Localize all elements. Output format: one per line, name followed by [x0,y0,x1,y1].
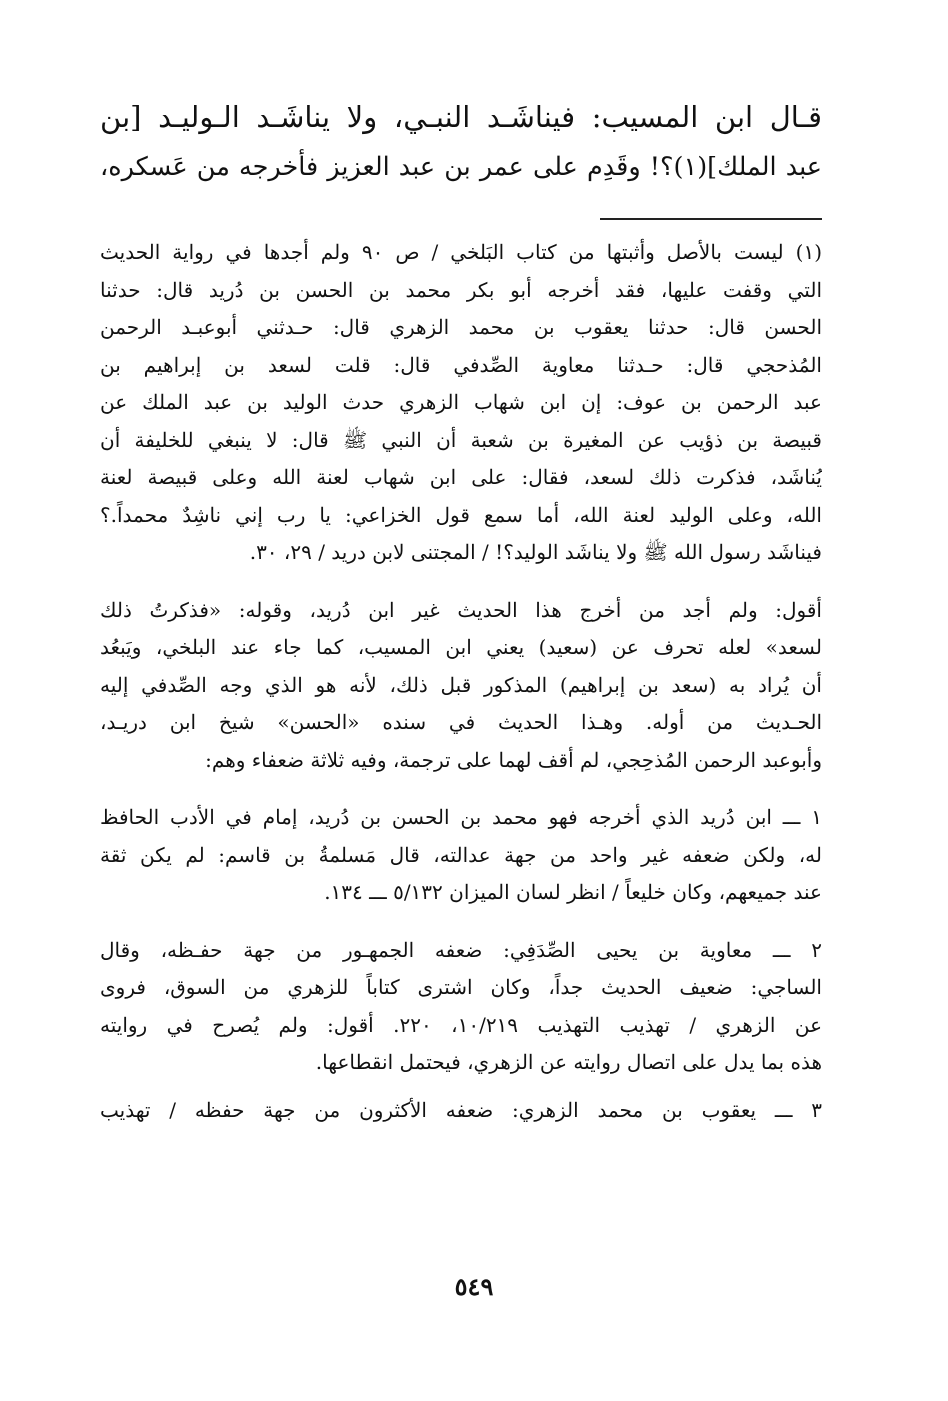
main-text-line: قـال ابن المسيب: فيناشَـد النبـي، ولا يناشَـد الـوليـد [بن [100,100,822,134]
item-line: ٣ ـــ يعقوب بن محمد الزهري: ضعفه الأكثرون من جهة حفظه / تهذيب [100,1097,822,1122]
comment-line: أن يُراد به (سعد بن إبراهيم) المذكور قبل ذلك، لأنه هو الذي وجه الصِّدفي إليه [100,672,822,697]
footnote-1 [100,234,822,572]
weak-narrator-2 [100,932,822,1082]
item-line: هذه بما يدل على اتصال روايته عن الزهري، فيحتمل انقطاعها. [315,1050,822,1074]
item-line: عن الزهري / تهذيب التهذيب ١٠/٢١٩، ٢٢٠. أقول: ولم يُصرح في روايته [100,1012,822,1037]
comment-line: أقول: ولم أجد من أخرج هذا الحديث غير ابن دُريد، وقوله: «فذكرتُ ذلك [100,597,822,622]
footnote-line: التي وقفت عليها، فقد أخرجه أبو بكر محمد بن الحسن بن دُريد قال: حدثنا [100,277,822,302]
item-line: له، ولكن ضعفه غير واحد من جهة عدالته، قال مَسلمةُ بن قاسم: لم يكن ثقة [100,842,822,867]
weak-narrator-3 [100,1092,822,1130]
item-line: عند جميعهم، وكان خليعاً / انظر لسان الميزان ٥/١٣٢ ـــ ١٣٤. [324,880,822,904]
main-text-line: عبد الملك](١)؟! وقَدِم على عمر بن عبد العزيز فأخرجه من عَسكره، [100,152,822,182]
page-content [100,92,822,1129]
footnote-line: قبيصة بن ذؤيب عن المغيرة بن شعبة أن النبي ﷺ قال: لا ينبغي للخليفة أن [100,427,822,452]
editor-comment [100,592,822,780]
footnote-line: فيناشَد رسول الله ﷺ ولا يناشَد الوليد؟! / المجتنى لابن دريد / ٢٩، ٣٠. [249,540,822,564]
footnote-line: الحسن قال: حدثنا يعقوب بن محمد الزهري قال: حـدثني أبوعبـد الرحمن [100,315,822,339]
comment-line: الحـديث من أوله. وهـذا الحديث في سنده «الحسن» شيخ ابن دريـد، [100,710,822,734]
item-line: ٢ ـــ معاوية بن يحيى الصِّدَفِي: ضعفه الجمهـور من جهة حفـظه، وقال [100,937,822,962]
item-line: الساجي: ضعيف الحديث جداً، وكان اشترى كتاباً للزهري من السوق، فروى [100,975,822,999]
footnote-separator [600,218,822,220]
main-text [100,92,822,192]
footnote-line: عبد الرحمن بن عوف: إن ابن شهاب الزهري حدث الوليد بن عبد الملك عن [100,390,822,414]
page-number: ٥٤٩ [454,1272,494,1301]
footnote-line: الله، وعلى الوليد لعنة الله، أما سمع قول الخزاعي: يا رب إني ناشِدٌ محمداً.؟ [100,502,822,527]
item-line: ١ ـــ ابن دُريد الذي أخرجه فهو محمد بن الحسن بن دُريد، إمام في الأدب الحافظ [100,805,822,829]
comment-line: وأبوعبد الرحمن المُذحِجي، لم أقف لهما على ترجمة، وفيه ثلاثة ضعفاء وهم: [205,747,822,772]
footnote-line: (١) ليست بالأصل وأثبتها من كتاب البَلخي / ص ٩٠ ولم أجدها في رواية الحديث [100,240,822,264]
footnote-line: يُناشَد، فذكرت ذلك لسعد، فقال: على ابن شهاب لعنة الله وعلى قبيصة لعنة [100,465,822,489]
weak-narrator-1 [100,799,822,912]
footnote-line: المُذحجي قال: حـدثنا معاوية الصِّدفي قال: قلت لسعد بن إبراهيم بن [100,352,822,377]
comment-line: لسعد» لعله تحرف عن (سعيد) يعني ابن المسيب، كما جاء عند البلخي، ويَبعُد [100,635,822,659]
